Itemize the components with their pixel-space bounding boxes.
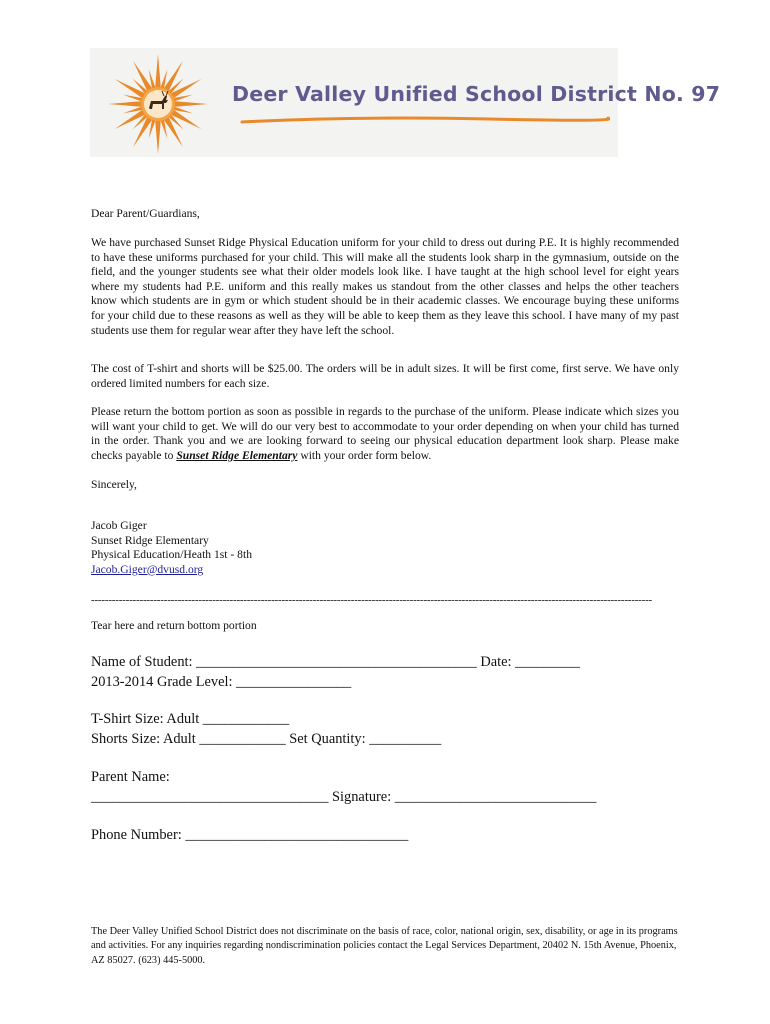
signer-school: Sunset Ridge Elementary xyxy=(91,533,209,547)
greeting: Dear Parent/Guardians, xyxy=(91,207,200,220)
sun-deer-logo xyxy=(100,48,220,157)
order-form-parent xyxy=(91,768,596,807)
student-name-date-field: Name of Student: _______________________________________ Date: _________ xyxy=(91,654,580,670)
closing: Sincerely, xyxy=(91,478,137,491)
signer-name: Jacob Giger xyxy=(91,519,147,532)
signer-title: Physical Education/Heath 1st - 8th xyxy=(91,548,252,562)
order-form-sizes xyxy=(91,710,441,749)
paragraph-return-tail: with your order form below. xyxy=(297,448,432,462)
tear-instruction: Tear here and return bottom portion xyxy=(91,619,257,632)
district-name: Deer Valley Unified School District No. 97 xyxy=(232,82,721,106)
payee-name: Sunset Ridge Elementary xyxy=(176,448,298,462)
parent-signature-field: _________________________________ Signature: ____________________________ xyxy=(91,788,597,805)
paragraph-return-text: Please return the bottom portion as soon as possible in regards to the purchase of the uniform. Please indicate which sizes you will want your child to get. We will do our very best to accommodate to your order depending on when your child has turned in the order. Thank you and we are looking forward to seeing our physical education department look sharp. Please make checks payable to xyxy=(91,405,679,462)
order-form-phone xyxy=(91,826,408,846)
paragraph-purpose: We have purchased Sunset Ridge Physical Education uniform for your child to dress out during P.E. It is highly recommended to have these uniforms purchased for your child. This will make all the students look sharp in the gymnasium, outside on the field, and the younger students see what their older models look like. I have taught at the high school level for eight years where my students had P.E. uniform and this really makes us standout from the other classes and helps the other teachers know which students are in gym or which student should be in their academic classes. We encourage buying these uniforms for your child due to these reasons as well as they will be able to keep them as they leave this school. I have many of my past students use them for regular wear after they have left the school. xyxy=(91,236,679,337)
orange-swoosh xyxy=(240,112,610,128)
paragraph-return-instructions xyxy=(91,405,679,463)
paragraph-cost: The cost of T-shirt and shorts will be $25.00. The orders will be in adult sizes. It will be first come, first serve. We have only ordered limited numbers for each size. xyxy=(91,362,679,390)
nondiscrimination-notice: The Deer Valley Unified School District does not discriminate on the basis of race, color, national origin, sex, disability, or age in its programs and activities. For any inquiries regarding nondiscrimination policies contact the Legal Services Department, 20402 N. 15th Avenue, Phoenix, AZ 85027. (623) 445-5000. xyxy=(91,926,678,966)
order-form-student xyxy=(91,653,580,692)
grade-level-field: 2013-2014 Grade Level: ________________ xyxy=(91,673,352,690)
tear-cut-line: ------------------------------------------------------------------------------------------------------------------------------------------------------------------ xyxy=(91,594,653,606)
signature-block xyxy=(91,519,679,577)
district-letterhead xyxy=(90,48,721,157)
signer-email-link[interactable]: Jacob.Giger@dvusd.org xyxy=(91,562,204,576)
tshirt-size-field: T-Shirt Size: Adult ____________ xyxy=(91,711,290,727)
shorts-size-quantity-field: Shorts Size: Adult ____________ Set Quantity: __________ xyxy=(91,730,442,747)
phone-number-field: Phone Number: _______________________________ xyxy=(91,827,409,843)
parent-name-label: Parent Name: xyxy=(91,769,170,785)
